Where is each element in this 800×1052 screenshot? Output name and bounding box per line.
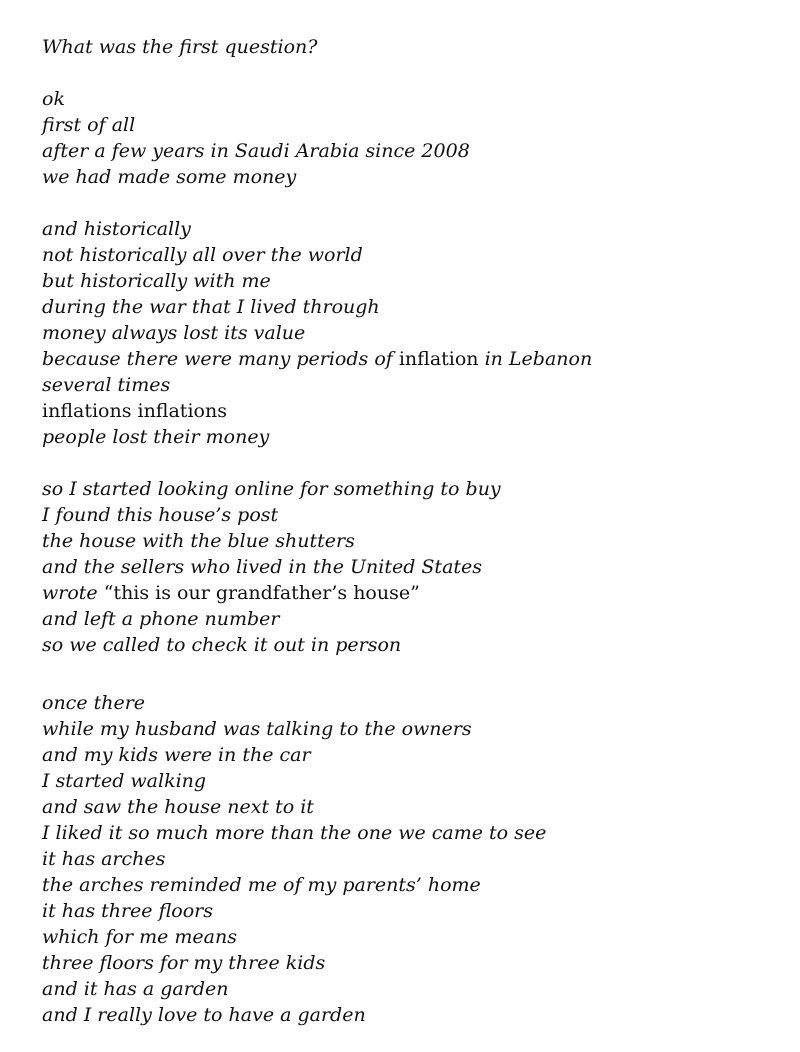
text-segment: three floors for my three kids: [42, 952, 326, 974]
text-line: [42, 716, 472, 742]
text-line: [42, 242, 363, 268]
text-segment: after a few years in Saudi Arabia since 2008: [42, 140, 470, 162]
text-line: [42, 768, 206, 794]
text-segment: people lost their money: [42, 426, 270, 448]
text-line: [42, 794, 314, 820]
text-segment: during the war that I lived through: [42, 296, 380, 318]
text-segment: inflations inflations: [42, 400, 227, 422]
text-line: [42, 346, 592, 372]
text-segment: we had made some money: [42, 166, 297, 188]
text-segment: so we called to check it out in person: [42, 634, 402, 656]
text-segment: but historically with me: [42, 270, 271, 292]
text-line: [42, 554, 482, 580]
text-line: [42, 216, 191, 242]
text-line: [42, 502, 278, 528]
text-segment: and the sellers who lived in the United States: [42, 556, 483, 578]
text-line: [42, 580, 420, 606]
text-segment: once there: [42, 692, 146, 714]
text-line: [42, 294, 380, 320]
text-line: [42, 528, 355, 554]
text-segment: What was the first question?: [42, 36, 318, 58]
text-segment: wrote: [42, 582, 104, 604]
text-line: [42, 1002, 366, 1028]
text-line: [42, 372, 170, 398]
text-segment: “this is our grandfather’s house”: [103, 582, 420, 604]
text-line: [42, 320, 305, 346]
text-line: [42, 138, 470, 164]
text-segment: which for me means: [42, 926, 237, 948]
text-segment: in Lebanon: [478, 348, 593, 370]
text-line: [42, 898, 213, 924]
text-segment: and left a phone number: [42, 608, 280, 630]
text-segment: because there were many periods of: [42, 348, 399, 370]
text-line: [42, 398, 227, 424]
text-segment: first of all: [42, 114, 136, 136]
text-line: [42, 632, 401, 658]
text-line: [42, 34, 317, 60]
text-line: [42, 924, 237, 950]
text-segment: and I really love to have a garden: [42, 1004, 366, 1026]
text-line: [42, 424, 269, 450]
text-line: [42, 846, 165, 872]
text-segment: I found this house’s post: [42, 504, 279, 526]
text-segment: and historically: [42, 218, 191, 240]
text-segment: the arches reminded me of my parents’ home: [42, 874, 481, 896]
text-line: [42, 950, 325, 976]
text-line: [42, 476, 501, 502]
text-segment: the house with the blue shutters: [42, 530, 355, 552]
text-line: [42, 690, 145, 716]
text-segment: and it has a garden: [42, 978, 229, 1000]
text-segment: money always lost its value: [42, 322, 306, 344]
text-line: [42, 112, 135, 138]
text-segment: ok: [42, 88, 65, 110]
text-segment: while my husband was talking to the owners: [42, 718, 472, 740]
text-line: [42, 976, 228, 1002]
text-segment: not historically all over the world: [42, 244, 363, 266]
text-line: [42, 742, 311, 768]
text-segment: and my kids were in the car: [42, 744, 311, 766]
text-segment: several times: [42, 374, 171, 396]
text-line: [42, 268, 271, 294]
text-line: [42, 606, 280, 632]
text-segment: it has arches: [42, 848, 166, 870]
text-segment: and saw the house next to it: [42, 796, 314, 818]
text-line: [42, 820, 546, 846]
text-segment: inflation: [398, 348, 479, 370]
text-line: [42, 164, 296, 190]
text-segment: so I started looking online for something to buy: [42, 478, 501, 500]
text-segment: I liked it so much more than the one we came to see: [42, 822, 547, 844]
text-line: [42, 872, 481, 898]
text-segment: it has three floors: [42, 900, 213, 922]
text-line: [42, 86, 65, 112]
text-segment: I started walking: [42, 770, 207, 792]
